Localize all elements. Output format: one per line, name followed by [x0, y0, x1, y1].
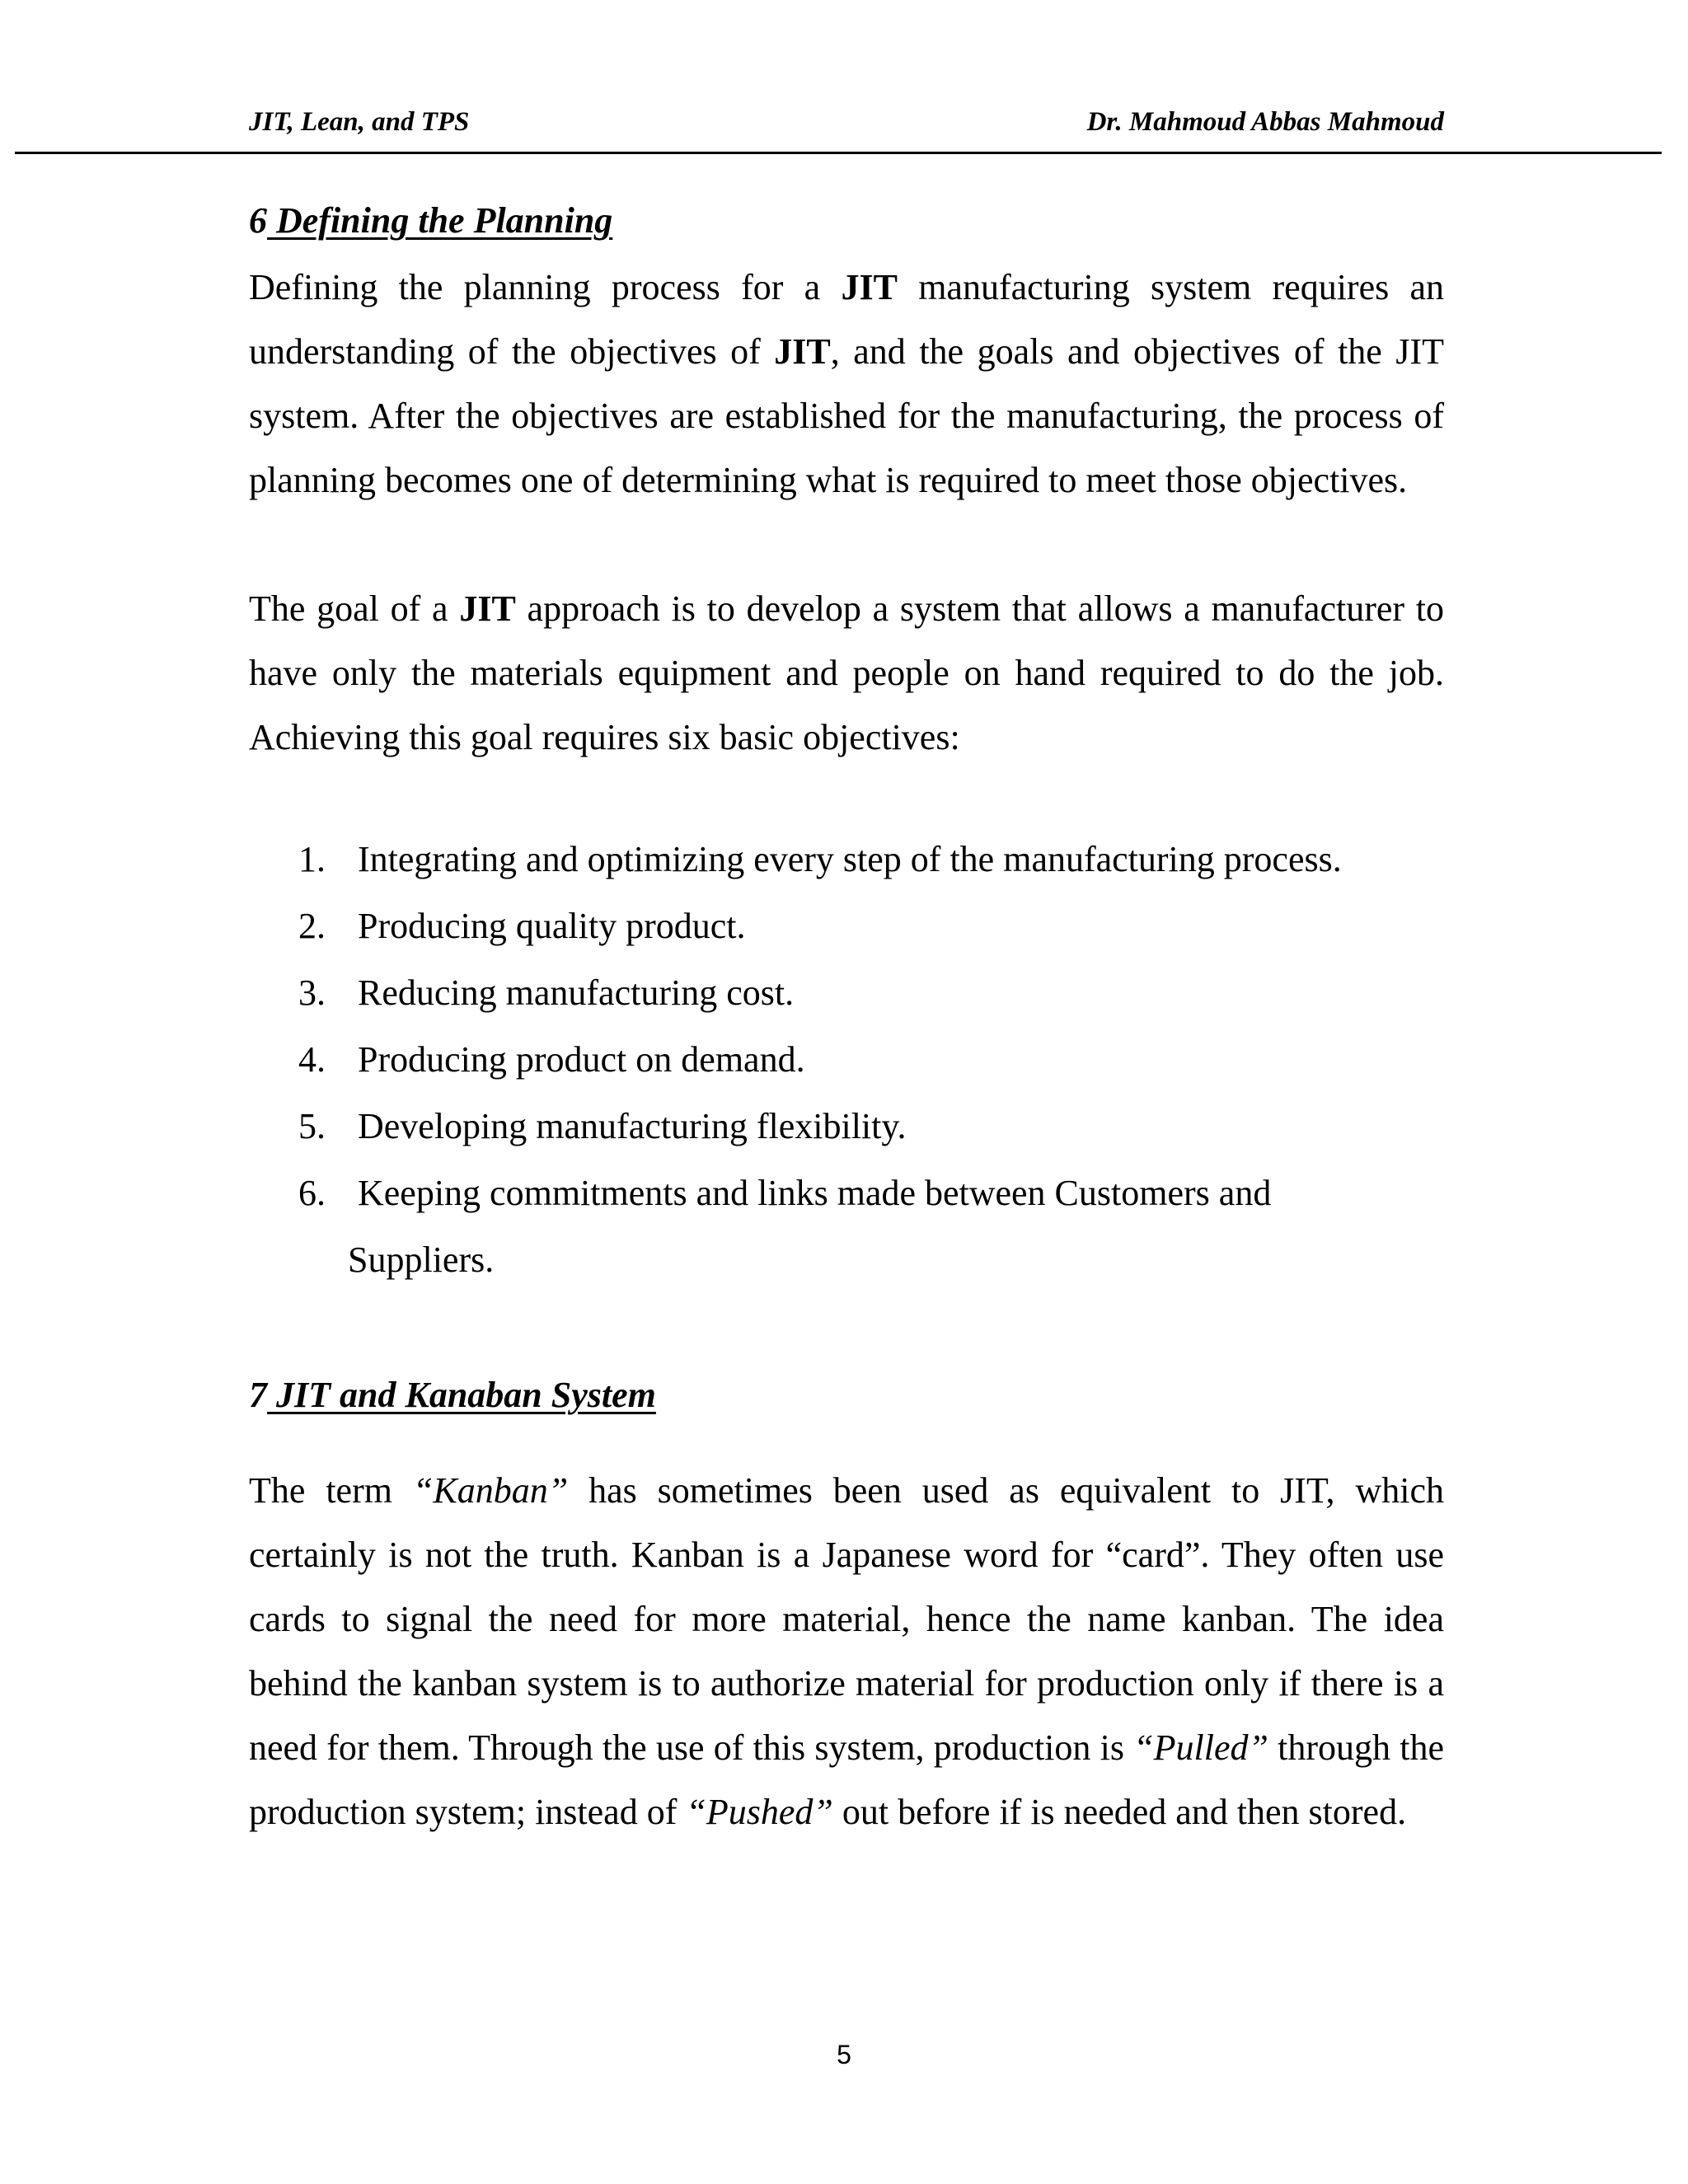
section-6-title: Defining the Planning	[276, 200, 613, 241]
list-item: 5. Developing manufacturing flexibility.	[298, 1106, 907, 1146]
section-6-paragraph-2: The goal of a JIT approach is to develop a system that allows a manufacturer to have only the materials equipment and people on hand required to do the job. Achieving this goal requires six basic objectives:	[249, 588, 1444, 757]
section-7-number: 7	[249, 1375, 267, 1415]
page-number: 5	[837, 2040, 851, 2069]
header-author: Dr. Mahmoud Abbas Mahmoud	[1086, 107, 1444, 137]
section-7-title: JIT and Kanaban System	[276, 1375, 656, 1415]
section-7-heading	[249, 1372, 656, 1418]
section-6-paragraph-1: Defining the planning process for a JIT manufacturing system requires an understanding of the objectives of JIT, and the goals and objectives of the JIT system. After the objectives are established for the manufacturing, the process of planning becomes one of determining what is required to meet those objectives.	[249, 267, 1445, 500]
list-item: 3. Reducing manufacturing cost.	[298, 972, 795, 1013]
header-title: JIT, Lean, and TPS	[249, 107, 470, 137]
running-header	[249, 107, 1444, 148]
objectives-list	[249, 826, 1444, 1293]
header-divider	[15, 152, 1662, 154]
list-item: 4. Producing product on demand.	[298, 1039, 805, 1080]
list-item: 6. Keeping commitments and links made between Customers and Suppliers.	[298, 1173, 1272, 1280]
section-7-paragraph: The term “Kanban” has sometimes been used as equivalent to JIT, which certainly is not the truth. Kanban is a Japanese word for “card”. They often use cards to signal the need for more material, hence the name kanban. The idea behind the kanban system is to authorize material for production only if there is a need for them. Through the use of this system, production is “Pulled” through the production system; instead of “Pushed” out before if is needed and then stored.	[249, 1470, 1445, 1832]
section-6-number: 6	[249, 200, 267, 241]
list-item: 2. Producing quality product.	[298, 906, 746, 946]
list-item: 1. Integrating and optimizing every step of the manufacturing process.	[298, 839, 1342, 879]
section-6-heading	[249, 198, 612, 244]
